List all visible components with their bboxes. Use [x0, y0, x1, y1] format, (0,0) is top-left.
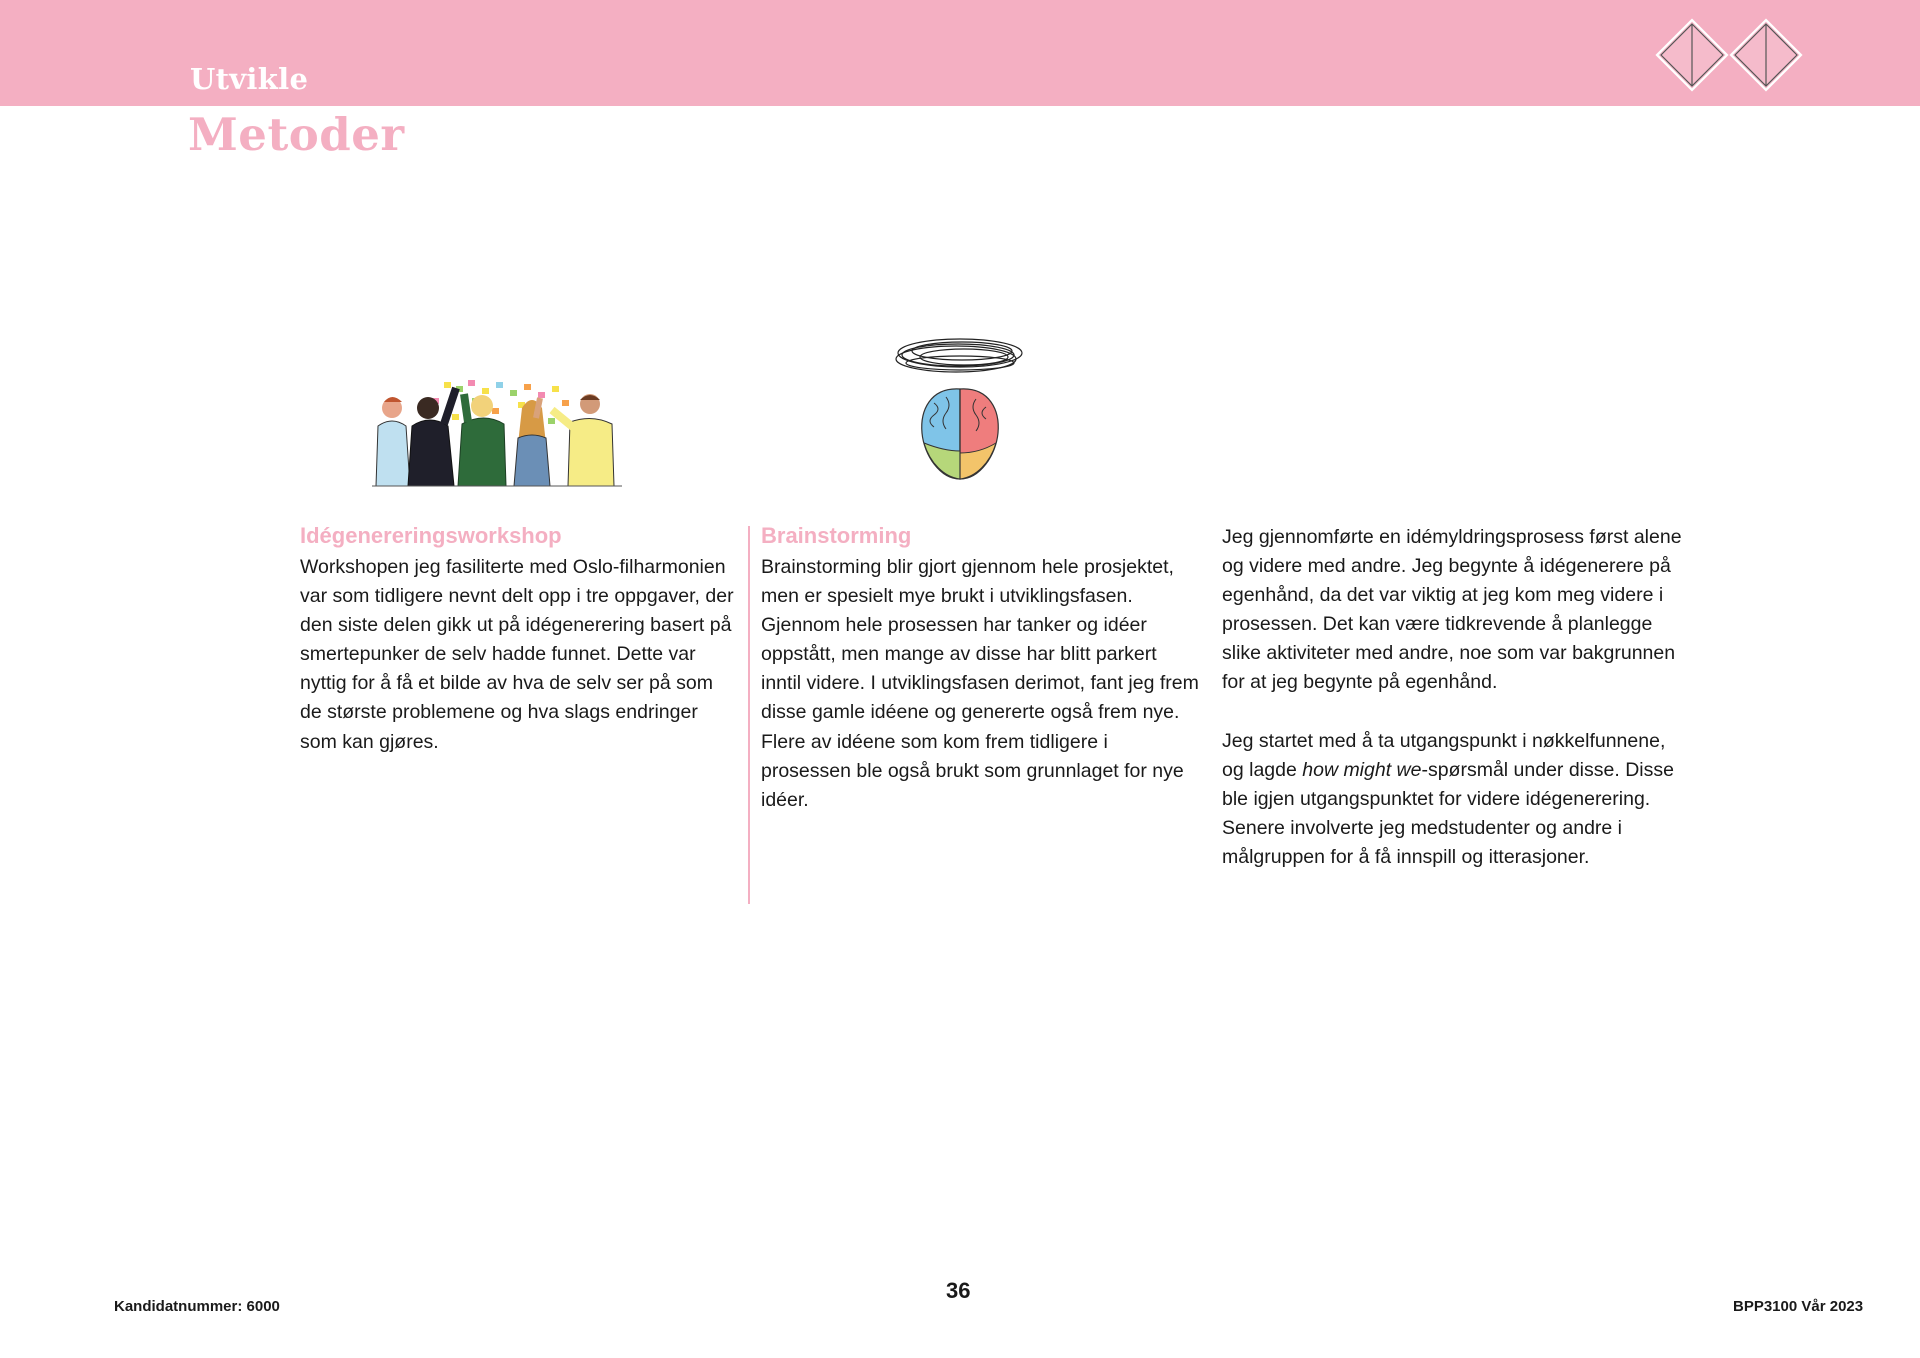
footer-candidate-number: Kandidatnummer: 6000 [114, 1298, 280, 1315]
workshop-people-illustration [372, 378, 622, 488]
footer-course: BPP3100 Vår 2023 [1733, 1298, 1864, 1315]
column-process [1222, 523, 1682, 872]
process-paragraph-2 [1222, 727, 1682, 872]
brain-illustration [890, 333, 1030, 483]
column-brainstorming [761, 523, 1201, 815]
workshop-body: Workshopen jeg fasiliterte med Oslo-filharmonien var som tidligere nevnt delt opp i tre oppgaver, der den siste delen gikk ut på idégenerering basert på smertepunker de selv hadde funnet. Dette var nyttig for å få et bilde av hva de selv ser på som de største problemene og hva slags endringer som kan gjøres. [300, 556, 734, 753]
page-title: Metoder [188, 108, 405, 161]
double-diamond-icon [1655, 18, 1803, 92]
brainstorming-heading: Brainstorming [761, 523, 912, 548]
footer-page-number: 36 [946, 1278, 971, 1303]
workshop-heading: Idégenereringsworkshop [300, 523, 562, 548]
column-divider [748, 526, 750, 904]
process-paragraph-1: Jeg gjennomførte en idémyldringsprosess først alene og videre med andre. Jeg begynte å idégenerere på egenhånd, da det var viktig at jeg kom meg videre i prosessen. Det kan være tidkrevende å planlegge slike aktiviteter med andre, noe som var bakgrunnen for at jeg begynte på egenhånd. [1222, 526, 1682, 694]
process-paragraph-2-start: Jeg startet med å ta utgangspunkt i nøkkelfunnene, og lagde [1222, 729, 1666, 781]
column-workshop [300, 523, 735, 757]
section-label: Utvikle [190, 62, 309, 96]
process-paragraph-2-emphasis: how might we [1302, 758, 1422, 781]
process-paragraph-2-end: -spørsmål under disse. Disse ble igjen utgangspunktet for videre idégenerering. Senere involverte jeg medstudenter og andre i målgruppen for å få innspill og itterasjoner. [1222, 758, 1674, 868]
brainstorming-body: Brainstorming blir gjort gjennom hele prosjektet, men er spesielt mye brukt i utviklingsfasen. Gjennom hele prosessen har tanker og idéer oppstått, men mange av disse har blitt parkert inntil videre. I utviklingsfasen derimot, fant jeg frem disse gamle idéene og genererte også frem nye. Flere av idéene som kom frem tidligere i prosessen ble også brukt som grunnlaget for nye idéer. [761, 556, 1199, 811]
